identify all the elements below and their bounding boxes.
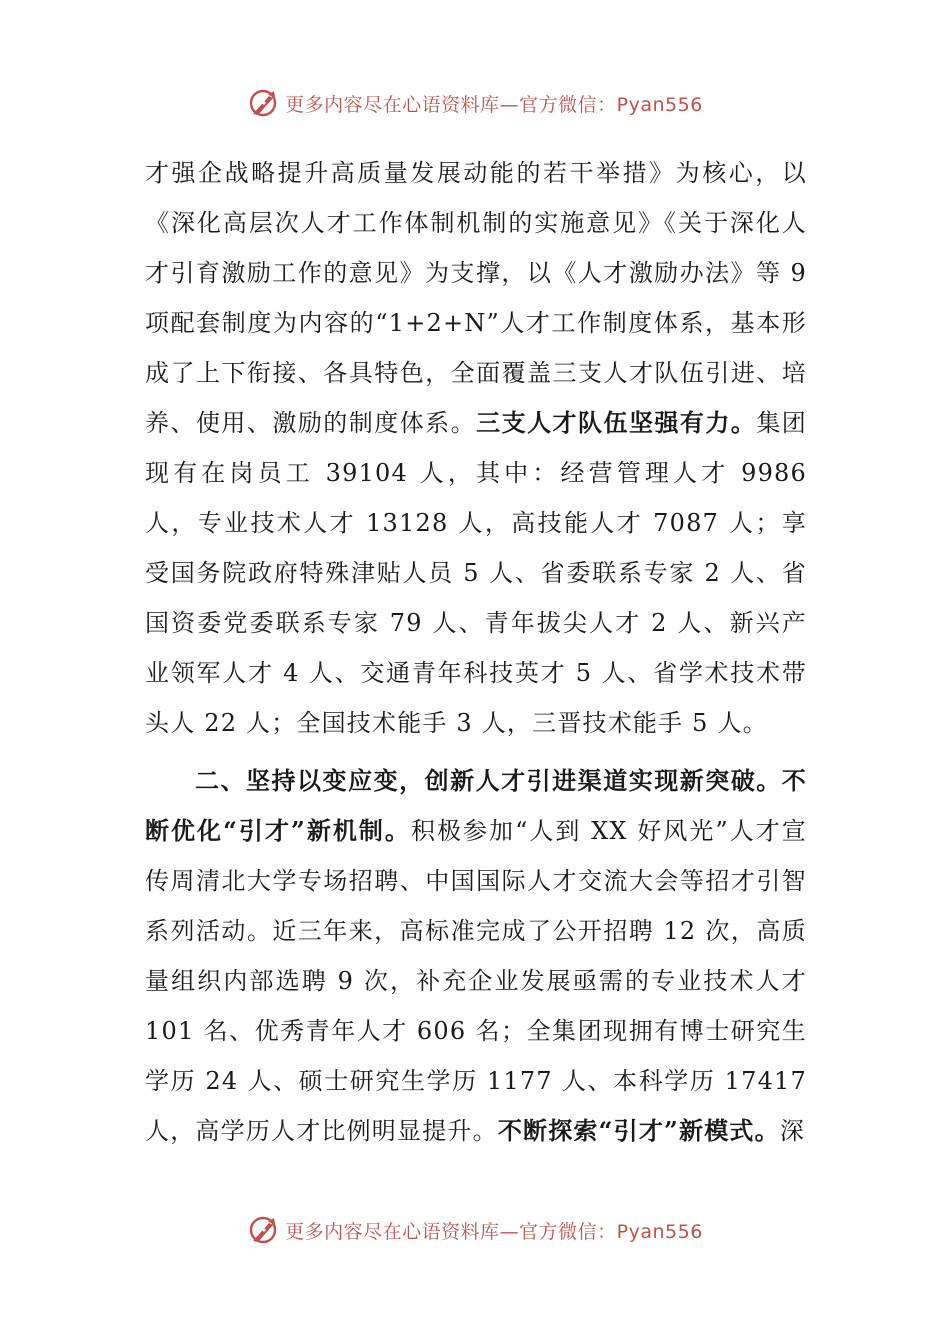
- header-banner-text: 更多内容尽在心语资料库—官方微信：Pyan556: [285, 93, 703, 116]
- paragraph2-bold-heading-1: 二、坚持以变应变，创新人才引进渠道实现新突破。不断优化“引才”新机制。: [145, 766, 807, 845]
- paragraph2-text-2: 深: [779, 1117, 806, 1145]
- document-body: [145, 148, 807, 1156]
- paragraph-talent-system: [145, 148, 807, 748]
- paragraph1-text-1: 才强企战略提升高质量发展动能的若干举措》为核心，以《深化高层次人才工作体制机制的实施意见》《关于深化人才引育激励工作的意见》为支撑，以《人才激励办法》等 9 项配套制度为内容的“1+2+N”人才工作制度体系，基本形成了上下衔接、各具特色，全面覆盖三支人才队伍引进、培养、使用、激励的制度体系。: [145, 159, 807, 437]
- paragraph2-text-1: 积极参加“人到 XX 好风光”人才宣传周清北大学专场招聘、中国国际人才交流大会等招才引智系列活动。近三年来，高标准完成了公开招聘 12 次，高质量组织内部选聘 9 次，补充企业发展亟需的专业技术人才 101 名、优秀青年人才 606 名；全集团现拥有博士研究生学历 24 人、硕士研究生学历 1177 人、本科学历 17417 人，高学历人才比例明显提升。: [145, 817, 807, 1145]
- paragraph2-bold-heading-2: 不断探索“引才”新模式。: [497, 1116, 780, 1145]
- paragraph1-bold-heading: 三支人才队伍坚强有力。: [476, 408, 757, 437]
- footer-banner-text: 更多内容尽在心语资料库—官方微信：Pyan556: [285, 1220, 703, 1243]
- paragraph-talent-recruitment: [145, 756, 807, 1156]
- pen-nib-logo-icon: [247, 87, 279, 119]
- header-banner: [0, 83, 950, 123]
- footer-banner: [0, 1210, 950, 1250]
- paragraph1-text-2: 集团现有在岗员工 39104 人，其中：经营管理人才 9986 人，专业技术人才 13128 人，高技能人才 7087 人；享受国务院政府特殊津贴人员 5 人、省委联系专家 2 人、省国资委党委联系专家 79 人、青年拔尖人才 2 人、新兴产业领军人才 4 人、交通青年科技英才 5 人、省学术技术带头人 22 人；全国技术能手 3 人，三晋技术能手 5 人。: [145, 409, 807, 737]
- pen-nib-logo-icon: [247, 1214, 279, 1246]
